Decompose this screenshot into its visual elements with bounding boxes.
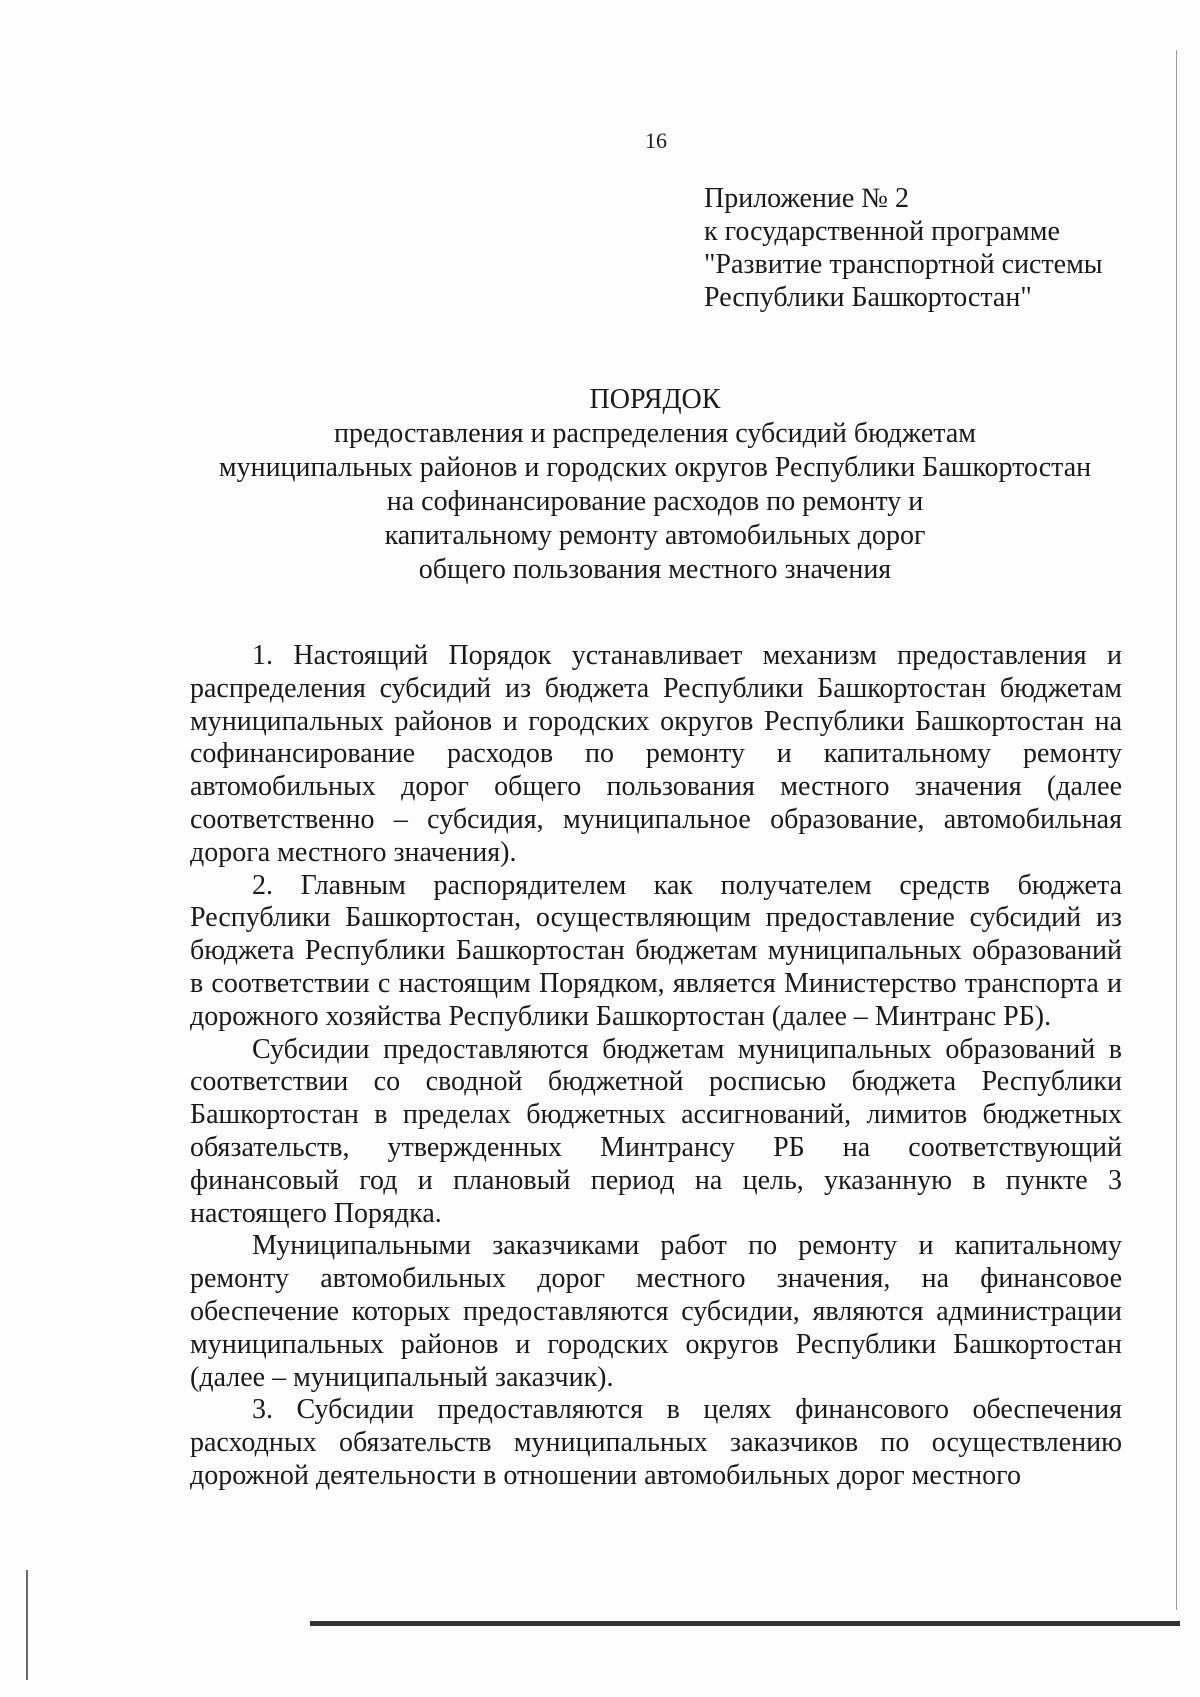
appendix-line-4: Республики Башкортостан" [704,282,1032,313]
paragraph-4: Муниципальными заказчиками работ по ремонту и капитальному ремонту автомобильных дорог местного значения, на финансовое обеспечение которых предоставляются субсидии, являются администрации муниципальных районов и городских округов Республики Башкортостан (далее – муниципальный заказчик). [190,1230,1122,1393]
appendix-line-2: к государственной программе [704,216,1060,247]
scan-edge-right [1176,50,1177,1610]
scan-edge-left [26,1570,28,1680]
title-line-2: муниципальных районов и городских округов Республики Башкортостан [218,452,1092,483]
paragraph-5: 3. Субсидии предоставляются в целях финансового обеспечения расходных обязательств муниципальных заказчиков по осуществлению дорожной деятельности в отношении автомобильных дорог местного [190,1394,1122,1491]
appendix-line-3: "Развитие транспортной системы [704,249,1103,280]
title-line-1: предоставления и распределения субсидий бюджетам [333,418,976,449]
appendix-line-1: Приложение № 2 [704,183,909,214]
appendix-block [704,182,1103,314]
title-line-3: на софинансирование расходов по ремонту и [386,486,924,517]
body-text [190,640,1122,1493]
paragraph-3: Субсидии предоставляются бюджетам муниципальных образований в соответствии со сводной бюджетной росписью бюджета Республики Башкортостан в пределах бюджетных ассигнований, лимитов бюджетных обязательств, утвержденных Минтрансу РБ на соответствующий финансовый год и плановый период на цель, указанную в пункте 3 настоящего Порядка. [190,1033,1122,1229]
title-line-5: общего пользования местного значения [418,554,892,585]
title-heading: ПОРЯДОК [589,384,721,415]
document-title [190,383,1120,587]
scan-bottom-bar [310,1621,1180,1626]
page-number: 16 [645,128,667,153]
title-line-4: капитальному ремонту автомобильных дорог [384,520,926,551]
paragraph-1: 1. Настоящий Порядок устанавливает механизм предоставления и распределения субсидий из бюджета Республики Башкортостан бюджетам муниципальных районов и городских округов Республики Башкортостан на софинансирование расходов по ремонту и капитальному ремонту автомобильных дорог общего пользования местного значения (далее соответственно – субсидия, муниципальное образование, автомобильная дорога местного значения). [190,640,1122,868]
paragraph-2: 2. Главным распорядителем как получателем средств бюджета Республики Башкортостан, осуществляющим предоставление субсидий из бюджета Республики Башкортостан бюджетам муниципальных образований в соответствии с настоящим Порядком, является Министерство транспорта и дорожного хозяйства Республики Башкортостан (далее – Минтранс РБ). [190,869,1122,1032]
